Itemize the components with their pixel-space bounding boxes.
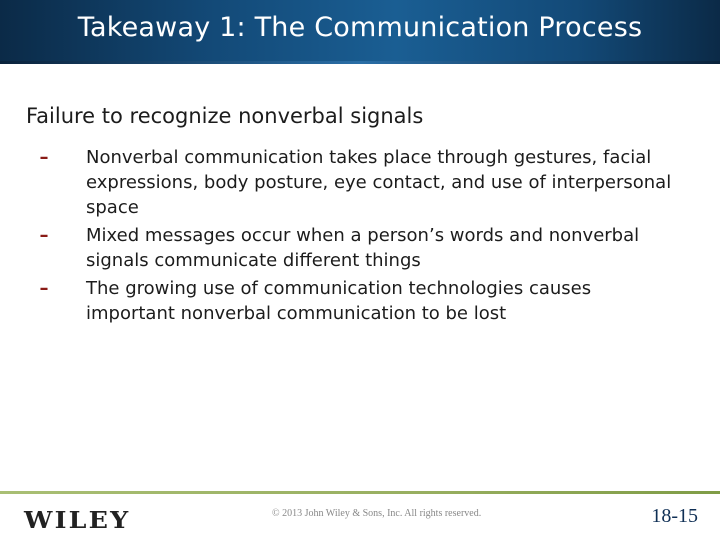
sub-bullet-text: The growing use of communication technologies causes important nonverbal communication to be lost <box>86 278 592 324</box>
sub-bullet-item <box>34 276 674 326</box>
copyright-notice: © 2013 John Wiley & Sons, Inc. All rights reserved. <box>272 508 482 519</box>
sub-bullet-item <box>34 145 674 220</box>
slide-number: 18-15 <box>651 505 698 527</box>
dash-bullet-icon: – <box>39 147 49 168</box>
dash-bullet-icon: – <box>39 278 49 299</box>
slide-title: Takeaway 1: The Communication Process <box>77 12 643 43</box>
sub-bullet-list <box>34 145 674 329</box>
sub-bullet-text: Nonverbal communication takes place through gestures, facial expressions, body posture, eye contact, and use of interpersonal space <box>86 147 672 218</box>
dash-bullet-icon: – <box>39 225 49 246</box>
sub-bullet-text: Mixed messages occur when a person’s words and nonverbal signals communicate different things <box>86 225 640 271</box>
sub-bullet-item <box>34 223 674 273</box>
main-bullet-text: Failure to recognize nonverbal signals <box>26 104 424 128</box>
wiley-logo: WILEY <box>24 507 131 534</box>
